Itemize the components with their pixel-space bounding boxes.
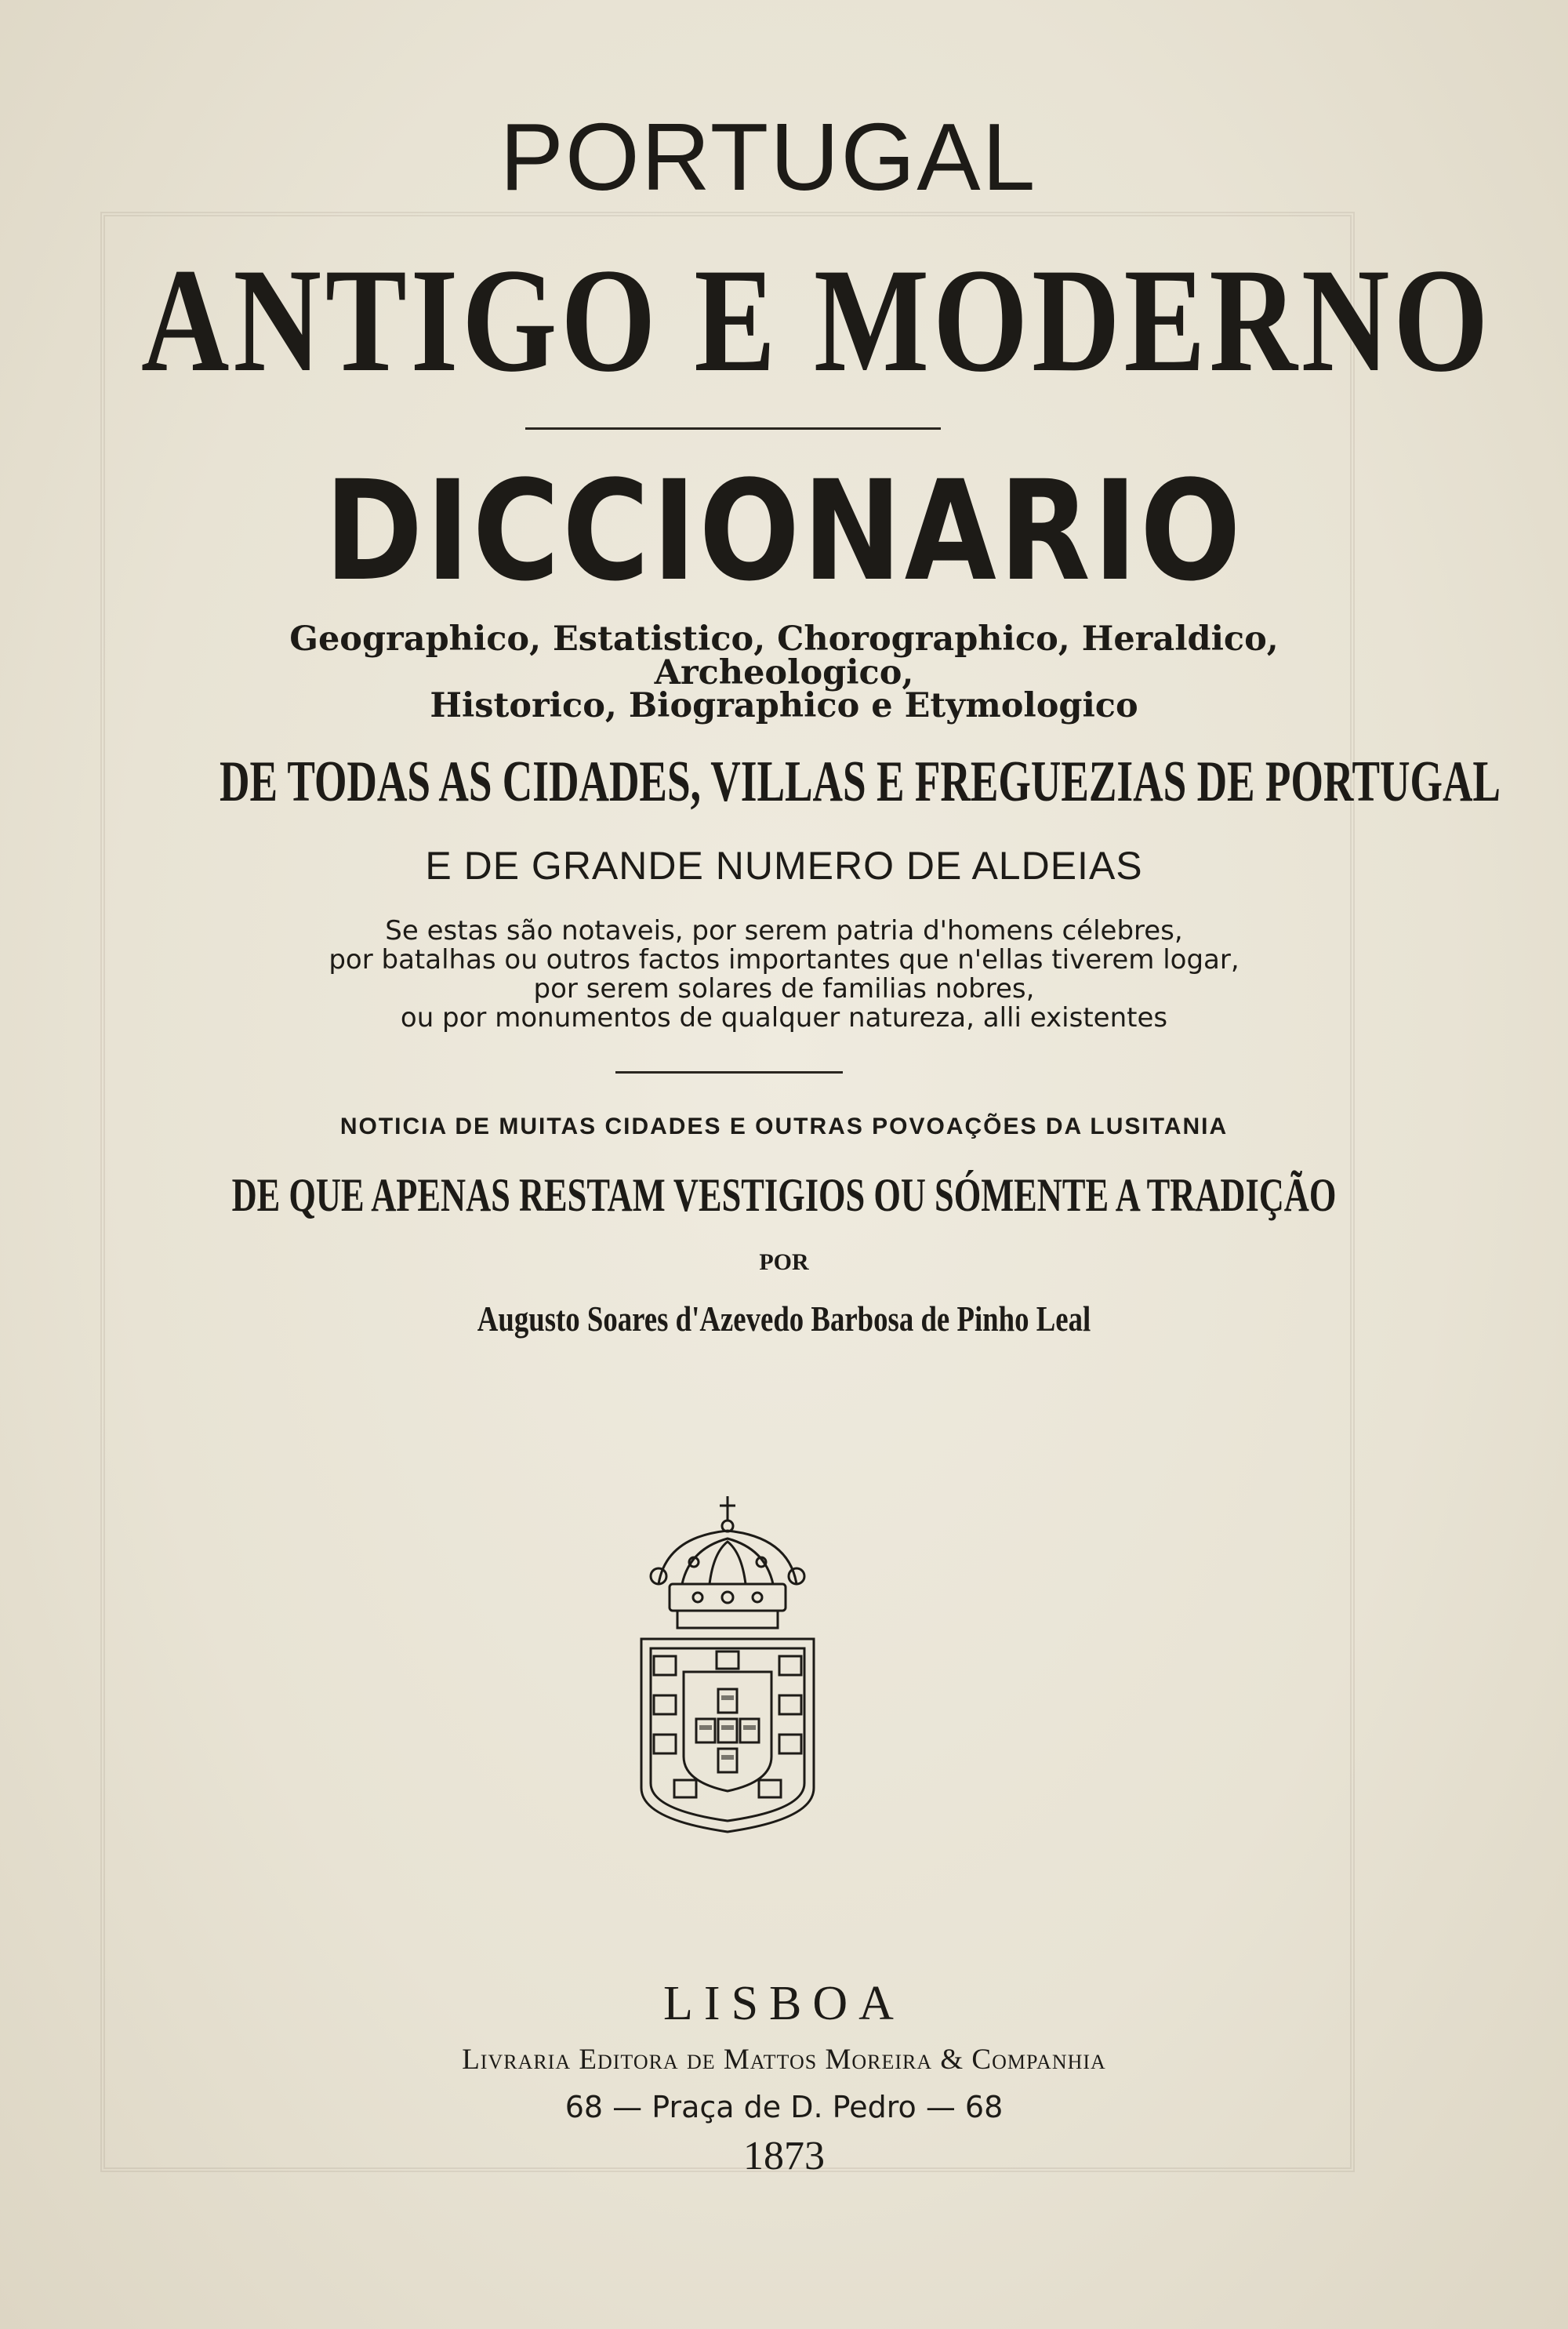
notice-line-1: NOTICIA DE MUITAS CIDADES E OUTRAS POVOAÇÕES DA LUSITANIA xyxy=(339,1114,1229,1139)
coat-of-arms-icon xyxy=(635,1490,823,1835)
heading-diccionario: DICCIONARIO xyxy=(324,451,1244,612)
subjects-line-3: Historico, Biographico e Etymologico xyxy=(430,686,1138,725)
notice-line-2: DE QUE APENAS RESTAM VESTIGIOS OU SÓMENTE A TRADIÇÃO xyxy=(231,1169,1337,1221)
conditions-line-4: ou por monumentos de qualquer natureza, alli existentes xyxy=(400,1002,1168,1034)
imprint-year: 1873 xyxy=(743,2134,825,2178)
scope-line-1: DE TODAS AS CIDADES, VILLAS E FREGUEZIAS DE PORTUGAL xyxy=(220,750,1501,814)
section-rule xyxy=(615,1071,843,1074)
subjects-line-2: Archeologico, xyxy=(654,653,914,692)
conditions-line-2: por batalhas ou outros factos importantes que n'ellas tiverem logar, xyxy=(328,944,1240,976)
imprint-publisher: Livraria Editora de Mattos Moreira & Companhia xyxy=(462,2044,1106,2076)
title-line-antigo-e-moderno: ANTIGO E MODERNO xyxy=(141,238,1493,403)
title-line-portugal: PORTUGAL xyxy=(499,104,1037,210)
imprint-address: 68 — Praça de D. Pedro — 68 xyxy=(564,2090,1004,2124)
scope-line-2: E DE GRANDE NUMERO DE ALDEIAS xyxy=(425,844,1143,888)
title-rule xyxy=(525,427,941,430)
conditions-line-1: Se estas são notaveis, por serem patria d'homens célebres, xyxy=(385,915,1183,946)
imprint-city: LISBOA xyxy=(663,1977,905,2030)
author-name: Augusto Soares d'Azevedo Barbosa de Pinho Leal xyxy=(477,1299,1091,1339)
byline-por: POR xyxy=(759,1249,809,1275)
subjects-line-1: Geographico, Estatistico, Chorographico, Heraldico, xyxy=(289,619,1279,659)
conditions-line-3: por serem solares de familias nobres, xyxy=(533,973,1035,1005)
